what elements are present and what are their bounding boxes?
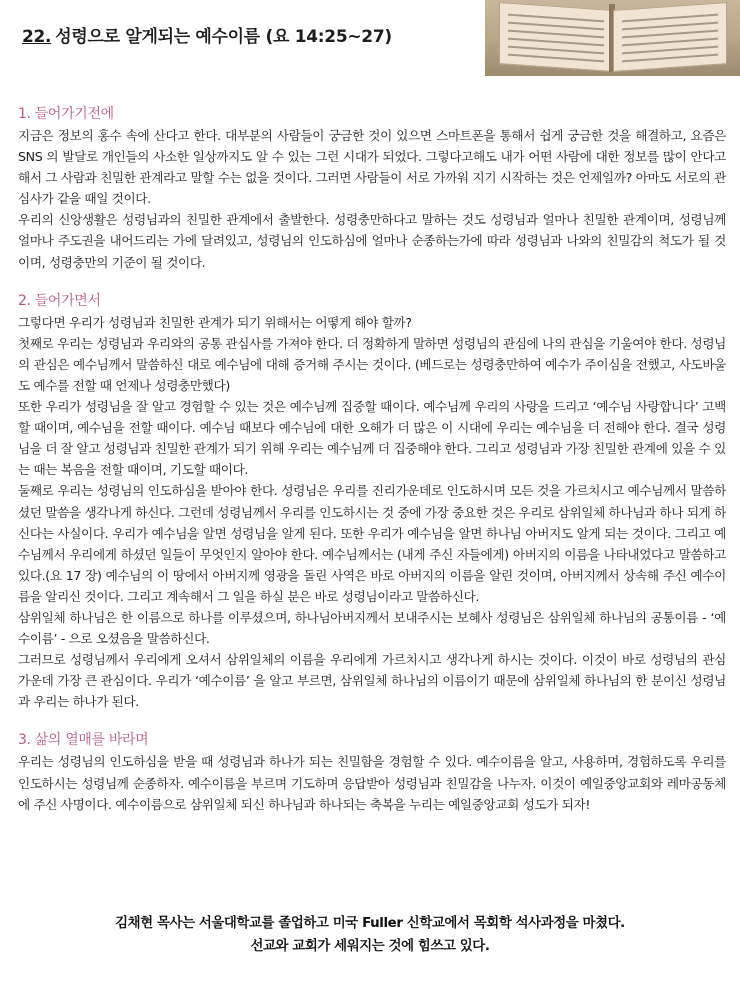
author-bio-line: 선교와 교회가 세워지는 것에 힘쓰고 있다. xyxy=(250,939,490,954)
section-title: 1. 들어가기전에 xyxy=(18,106,114,122)
paragraph: 지금은 정보의 홍수 속에 산다고 한다. 대부분의 사람들이 궁금한 것이 있으면 스마트폰을 통해서 쉽게 궁금한 것을 해결하고, 요즘은 SNS 의 발달로 개인들의 사소한 일상까지도 알 수 있는 그런 시대가 되었다. 그렇다고해도 내가 어떤 사람에 대한 정보를 많이 안다고 해서 그 사람과 친밀한 관계라고 말할 수는 없을 것이다. 그러면 사람들이 서로 가까워 지기 시작하는 것은 언제일까? 아마도 서로의 관심사가 같을 때일 것이다. xyxy=(18,128,726,207)
paragraph: 또한 우리가 성령님을 잘 알고 경험할 수 있는 것은 예수님께 집중할 때이다. 예수님께 우리의 사랑을 드리고 ‘예수님 사랑합니다’ 고백할 때이며, 예수님을 전할 때이다. 예수님 때보다 예수님에 대한 오해가 더 많은 이 시대에 우리는 예수님을 더 전해야 한다. 결국 성령님을 더 잘 알고 성령님과 친밀한 관계가 되기 위해 우리는 예수님께 더 집중해야 한다. 그리고 성령님과 가장 친밀한 관계에 있을 수 있는 때는 복음을 전할 때이며, 기도할 때이다. xyxy=(18,399,726,478)
bible-right-page xyxy=(613,2,727,72)
author-bio xyxy=(0,912,740,958)
page-title xyxy=(22,22,392,47)
author-bio-line: 김채현 목사는 서울대학교를 졸업하고 미국 Fuller 신학교에서 목회학 석사과정을 마쳤다. xyxy=(115,916,625,931)
section-intro xyxy=(18,104,726,273)
section-entering xyxy=(18,291,726,713)
paragraph: 그러므로 성령님께서 우리에게 오셔서 삼위일체의 이름을 우리에게 가르치시고 생각나게 하시는 것이다. 이것이 바로 성령님의 관심 가운데 가장 큰 관심이다. 우리가 ‘예수이름’ 을 알고 부르면, 삼위일체 하나님의 이름이기 때문에 삼위일체 하나님의 한 분이신 성령님과 우리는 하나가 된다. xyxy=(18,652,726,710)
section-title: 2. 들어가면서 xyxy=(18,292,101,309)
title-number: 22. xyxy=(22,27,52,47)
paragraph: 우리는 성령님의 인도하심을 받을 때 성령님과 하나가 되는 친밀함을 경험할 수 있다. 예수이름을 알고, 사용하며, 경험하도록 우리를 인도하시는 성령님께 순종하자. 예수이름을 부르며 기도하며 응답받아 성령님과 친밀감을 나누자. 이것이 예일중앙교회와 레마공동체에 주신 사명이다. 예수이름으로 삼위일체 되신 하나님과 하나되는 축복을 누리는 예일중앙교회 성도가 되자! xyxy=(18,754,726,812)
paragraph: 그렇다면 우리가 성령님과 친밀한 관계가 되기 위해서는 어떻게 해야 할까? xyxy=(18,314,412,330)
paragraph: 첫째로 우리는 성령님과 우리와의 공통 관심사를 가져야 한다. 더 정확하게 말하면 성령님의 관심에 나의 관심을 기울여야 한다. 성령님의 관심은 예수님께서 말씀하신 대로 예수님에 대해 증거해 주시는 것이다. (베드로는 성령충만하여 예수가 주이심을 전했고, 사도바울도 예수를 전할 때 언제나 성령충만했다) xyxy=(18,335,726,393)
section-title: 3. 삶의 열매를 바라며 xyxy=(18,732,149,749)
article-body xyxy=(18,104,726,815)
paragraph: 둘째로 우리는 성령님의 인도하심을 받아야 한다. 성령님은 우리를 진리가운데로 인도하시며 모든 것을 가르치시고 예수님께서 말씀하셨던 말씀을 생각나게 하신다. 그런데 성령님께서 우리를 인도하시는 것 중에 가장 중요한 것은 우리로 삼위일체 하나님과 하나 되게 하신다는 사실이다. 우리가 예수님을 알면 성령님을 알게 된다. 또한 우리가 예수님을 알면 하나님 아버지도 알게 되는 것이다. 그리고 예수님께서 우리에게 하셨던 일들이 무엇인지 알아야 한다. 예수님께서는 (내게 주신 자들에게) 아버지의 이름을 나타내었다고 말씀하고 있다.(요 17 장) 예수님의 이 땅에서 아버지께 영광을 돌린 사역은 바로 아버지의 이름을 알린 것이며, 아버지께서 상속해 주신 예수이름을 알리신 것이다. 그리고 계속해서 그 일을 하실 분은 바로 성령님이라고 말씀하신다. xyxy=(18,483,726,604)
title-text: 성령으로 알게되는 예수이름 (요 14:25~27) xyxy=(55,27,392,47)
header xyxy=(0,0,740,72)
bible-photo xyxy=(485,0,740,76)
paragraph: 우리의 신앙생활은 성령님과의 친밀한 관계에서 출발한다. 성령충만하다고 말하는 것도 성령님과 얼마나 친밀한 관계이며, 성령님께 얼마나 주도권을 내어드리는 가에 달려있고, 성령님의 인도하심에 얼마나 순종하는가에 따라 성령님과 나와의 친밀감의 척도가 될 것이며, 성령충만의 기준이 될 것이다. xyxy=(18,212,726,270)
bible-left-page xyxy=(499,2,613,72)
paragraph: 삼위일체 하나님은 한 이름으로 하나를 이루셨으며, 하나님아버지께서 보내주시는 보혜사 성령님은 삼위일체 하나님의 공통이름 - ‘예수이름’ - 으로 오셨음을 말씀하신다. xyxy=(18,609,726,647)
section-fruit xyxy=(18,730,726,814)
